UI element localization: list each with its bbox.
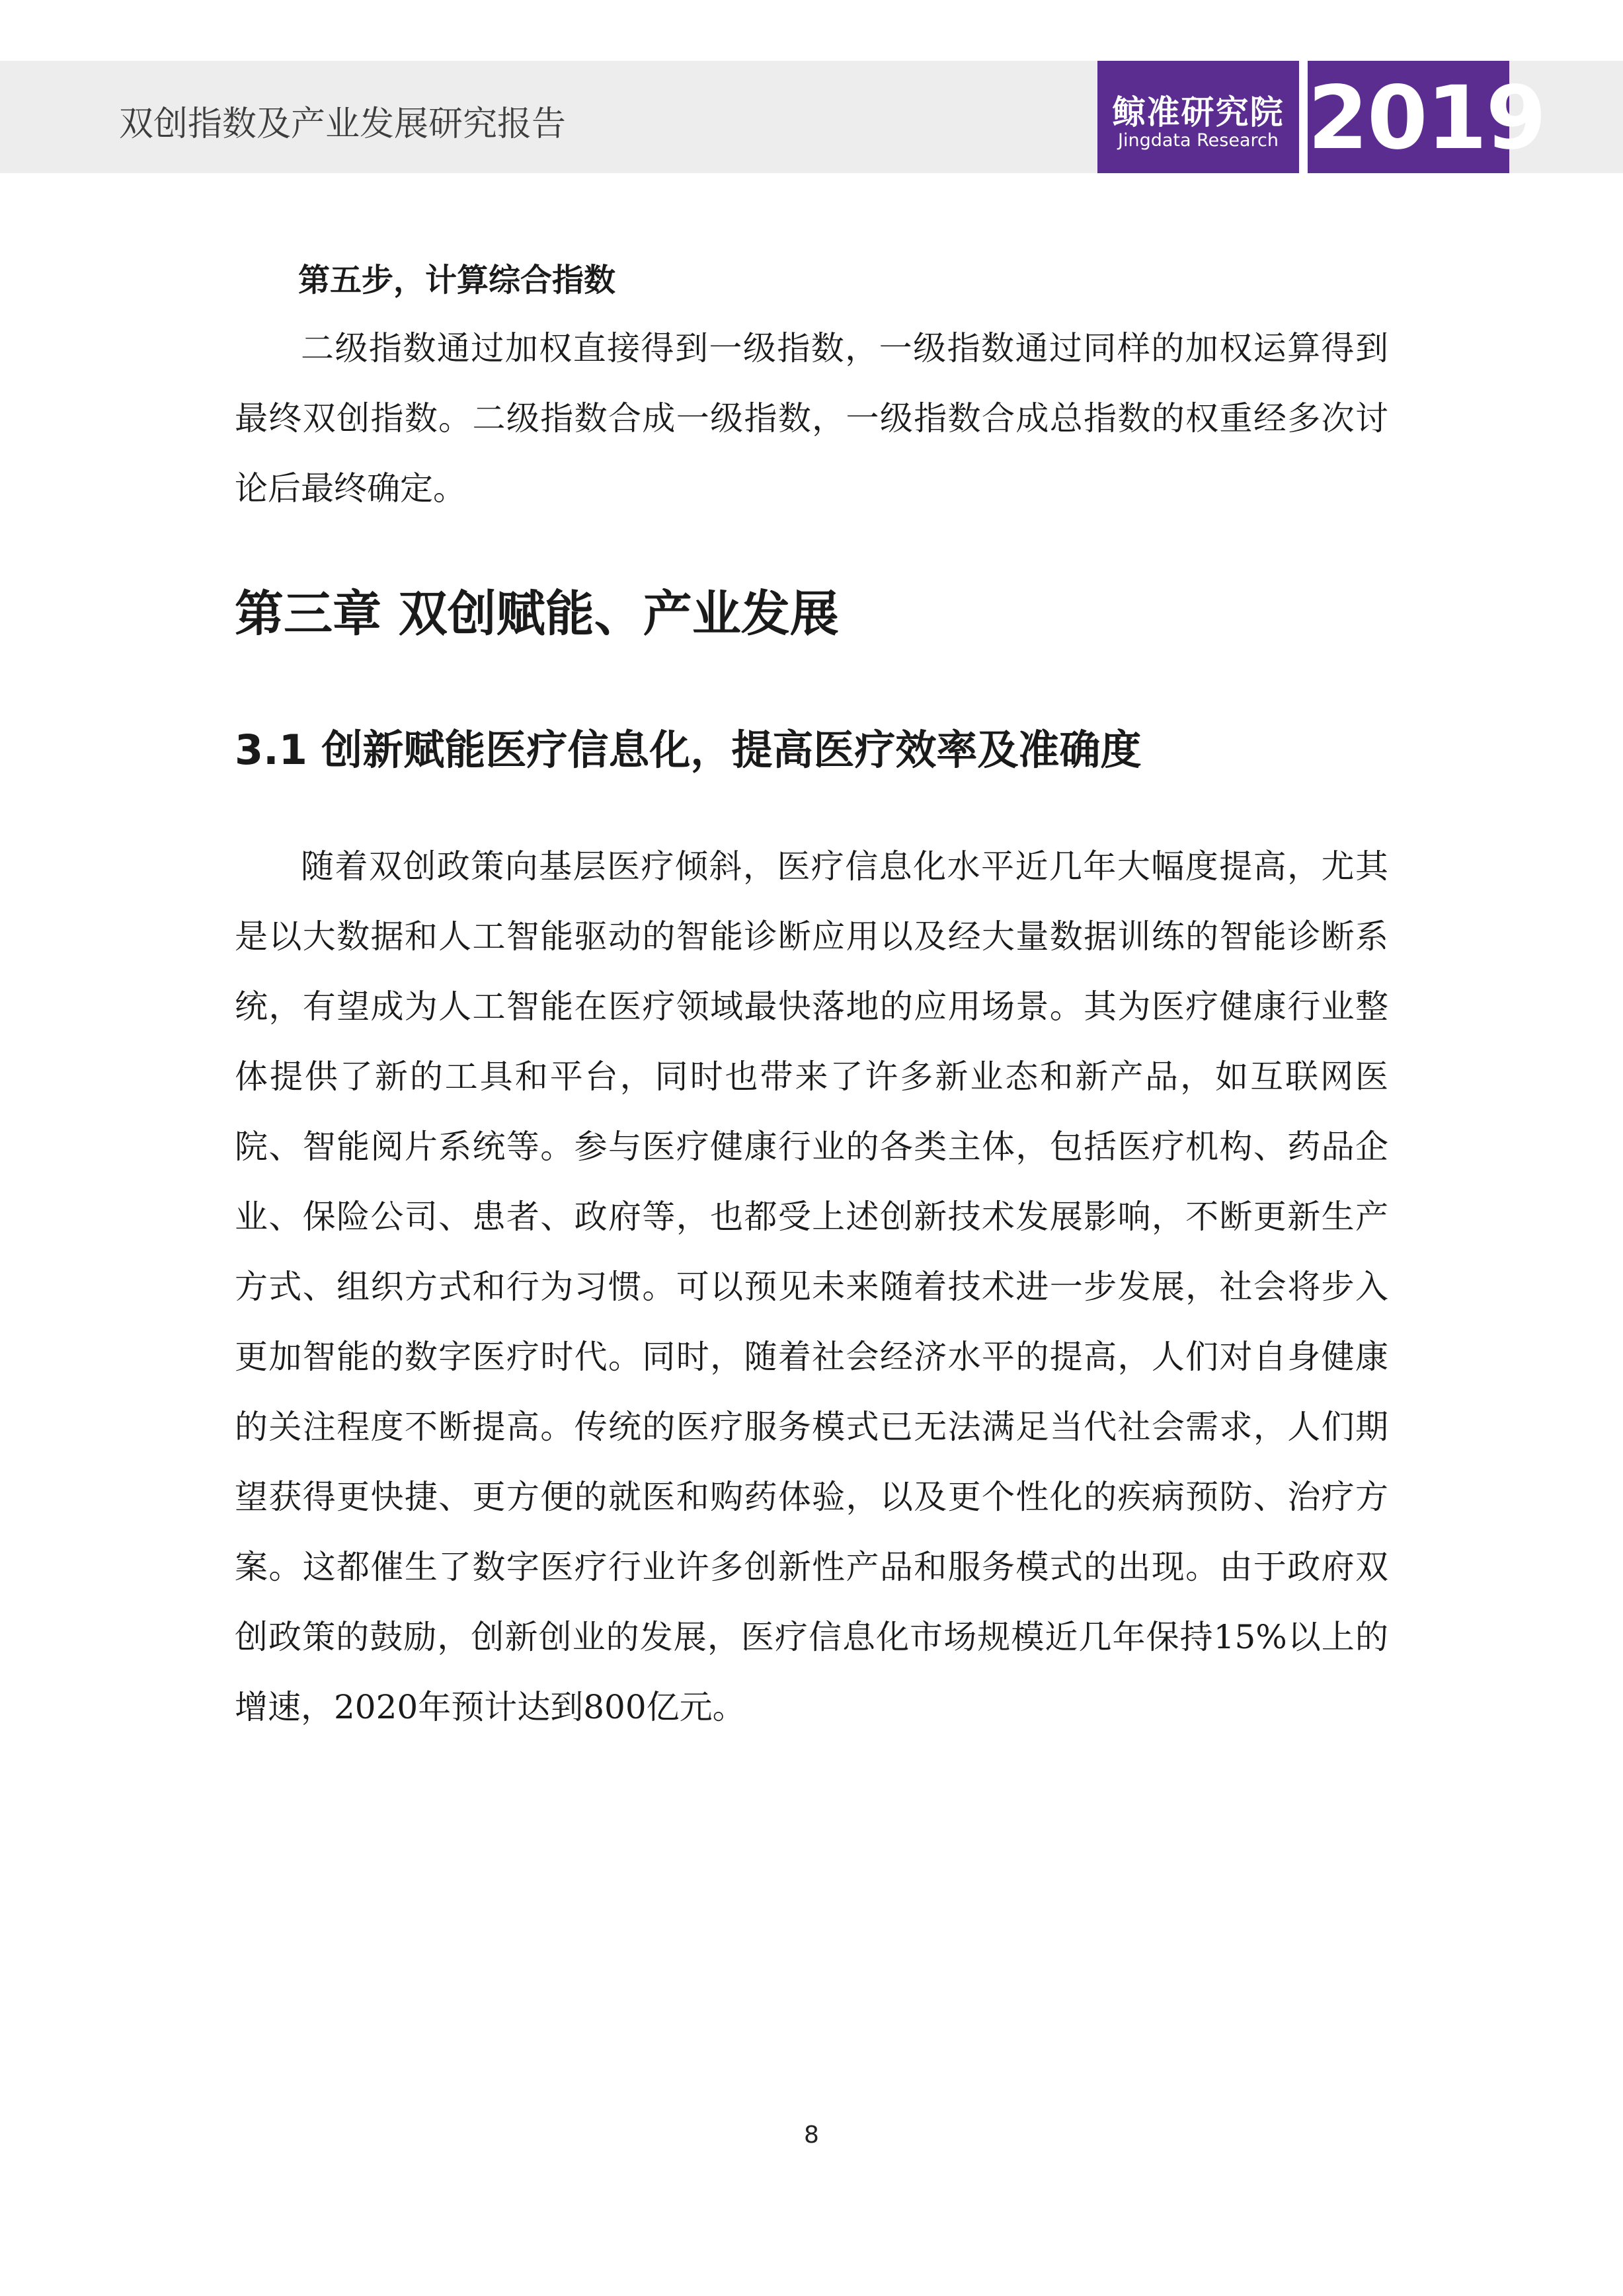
page-number: 8 bbox=[804, 2122, 819, 2149]
brand-name-en: Jingdata Research bbox=[1118, 130, 1279, 151]
brand-logo bbox=[1097, 61, 1299, 173]
brand-name-cn: 鲸准研究院 bbox=[1112, 93, 1285, 132]
step-paragraph: 二级指数通过加权直接得到一级指数，一级指数通过同样的加权运算得到最终双创指数。二级指数合成一级指数，一级指数合成总指数的权重经多次讨论后最终确定。 bbox=[235, 329, 1388, 508]
report-title: 双创指数及产业发展研究报告 bbox=[119, 104, 567, 144]
step-heading: 第五步，计算综合指数 bbox=[298, 262, 616, 299]
header-divider bbox=[1299, 61, 1308, 173]
chapter-heading: 第三章 双创赋能、产业发展 bbox=[235, 586, 839, 642]
section-paragraph: 随着双创政策向基层医疗倾斜，医疗信息化水平近几年大幅度提高，尤其是以大数据和人工智能驱动的智能诊断应用以及经大量数据训练的智能诊断系统，有望成为人工智能在医疗领域最快落地的应用场景。其为医疗健康行业整体提供了新的工具和平台，同时也带来了许多新业态和新产品，如互联网医院、智能阅片系统等。参与医疗健康行业的各类主体，包括医疗机构、药品企业、保险公司、患者、政府等，也都受上述创新技术发展影响，不断更新生产方式、组织方式和行为习惯。可以预见未来随着技术进一步发展，社会将步入更加智能的数字医疗时代。同时，随着社会经济水平的提高，人们对自身健康的关注程度不断提高。传统的医疗服务模式已无法满足当代社会需求，人们期望获得更快捷、更方便的就医和购药体验，以及更个性化的疾病预防、治疗方案。这都催生了数字医疗行业许多创新性产品和服务模式的出现。由于政府双创政策的鼓励，创新创业的发展，医疗信息化市场规模近几年保持15%以上的增速，2020年预计达到800亿元。 bbox=[235, 847, 1388, 1726]
year-badge bbox=[1308, 61, 1546, 173]
year-text: 2019 bbox=[1308, 67, 1546, 169]
section-heading: 3.1 创新赋能医疗信息化，提高医疗效率及准确度 bbox=[235, 726, 1142, 774]
